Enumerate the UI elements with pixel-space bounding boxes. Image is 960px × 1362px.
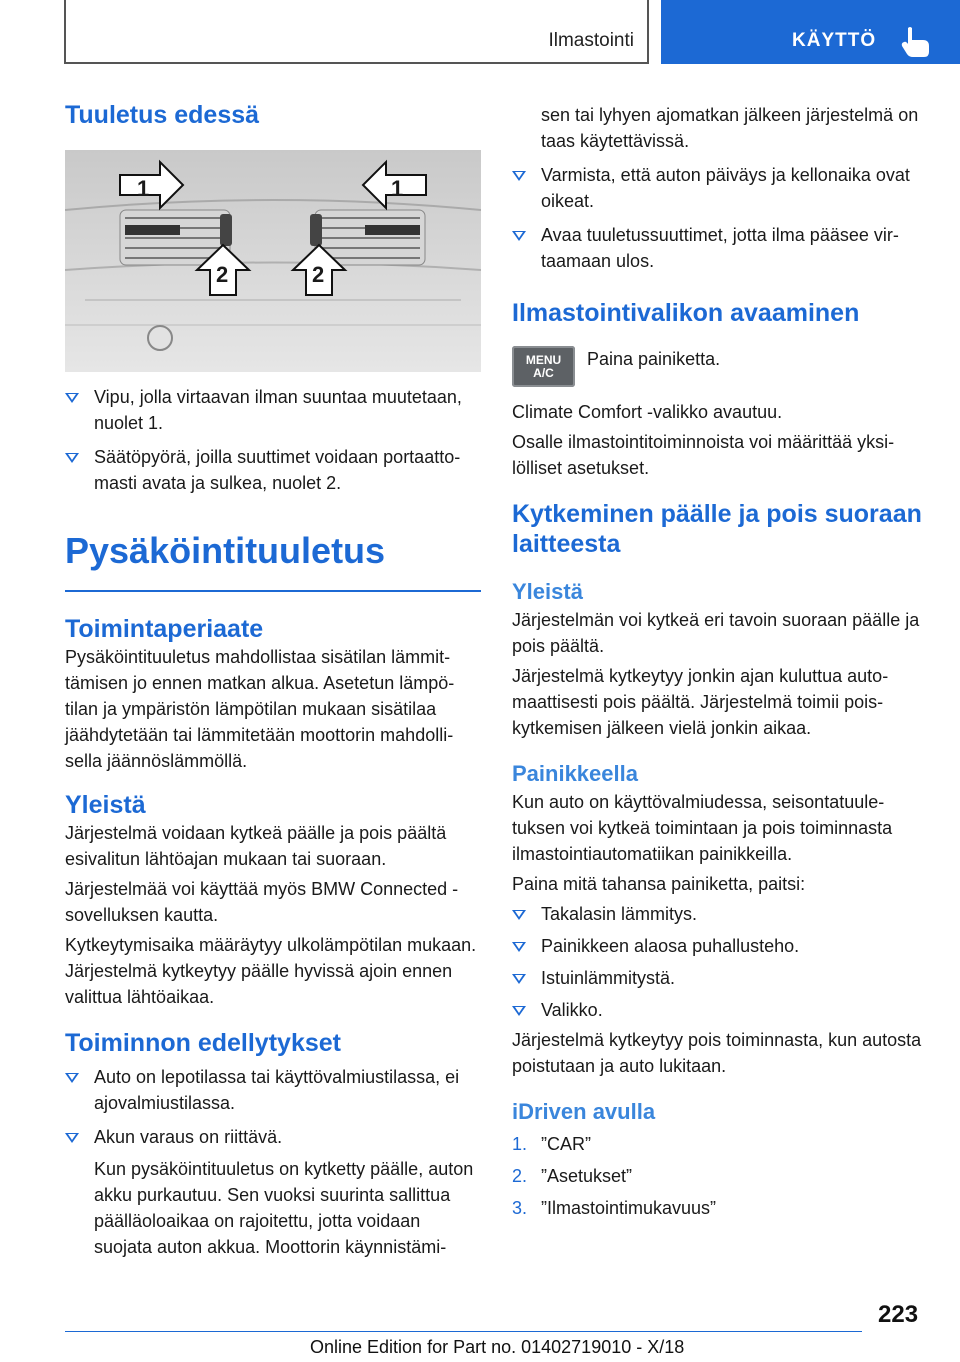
header-tab-label: KÄYTTÖ [792,30,877,51]
list-item: Varmista, että auton päiväys ja kellonaika ovat oikeat. [512,162,927,214]
heading-with-button: Painikkeella [512,761,638,786]
heading-idrive: iDriven avulla [512,1099,656,1124]
triangle-bullet-icon [65,393,79,403]
header-tab[interactable] [661,0,960,64]
list-item: Säätöpyörä, joilla suuttimet voidaan portaattomasti avata ja sulkea, nuolet 2. [65,444,481,496]
page-number: 223 [878,1301,919,1328]
paragraph-general-3: Kytkeytymisaika määräytyy ulkolämpötilan mukaan. Järjestelmä kytkeytyy päälle hyvissä ajoin ennen valittua lähtöaikaa. [65,935,477,1007]
heading-general-right: Yleistä [512,579,583,604]
pointing-hand-icon [899,26,933,58]
list-item: 2. ”Asetukset” [512,1166,633,1186]
heading-switch-direct: Kytkeminen päälle ja pois suoraan laitteesta [512,500,922,558]
right-column [512,100,927,1221]
figure-label-2-right: 2 [312,262,325,287]
menu-instruction [512,346,927,387]
list-item: Avaa tuuletussuuttimet, jotta ilma pääsee virtaamaan ulos. [512,222,927,274]
footer-edition: Online Edition for Part no. 01402719010 - X/18 [310,1337,685,1357]
list-item: Istuinlämmitystä. [512,965,927,991]
triangle-bullet-icon [65,1073,79,1083]
paragraph-continued: sen tai lyhyen ajomatkan jälkeen järjestelmä on taas käytettävissä. [541,105,919,151]
paragraph-button-1: Kun auto on käyttövalmiudessa, seisontatuuletuksen voi kytkeä toimintaan ja pois toiminnasta ilmastointiautomatiikan painikkeilla. [512,792,893,864]
list-item: Akun varaus on riittävä. [65,1124,481,1150]
header-section-title: Ilmastointi [548,30,634,51]
menu-ac-button[interactable]: MENU A/C [512,346,575,387]
triangle-bullet-icon [512,171,526,181]
list-item: 1. ”CAR” [512,1134,591,1154]
heading-front-ventilation: Tuuletus edessä [65,101,260,129]
right-bullet-list-1 [512,162,927,274]
figure-label-2-left: 2 [216,262,229,287]
menu-press-text: Paina painiketta. [587,349,721,369]
heading-open-menu: Ilmastointivalikon avaaminen [512,299,860,327]
list-item: Vipu, jolla virtaavan ilman suuntaa muutetaan, nuolet 1. [65,384,481,436]
paragraph-button-3: Järjestelmä kytkeytyy pois toiminnasta, kun autosta poistutaan ja auto lukitaan. [512,1030,922,1076]
vent-figure [65,150,481,372]
triangle-bullet-icon [512,942,526,952]
triangle-bullet-icon [65,1133,79,1143]
triangle-bullet-icon [512,974,526,984]
triangle-bullet-icon [65,453,79,463]
figure-label-1-right: 1 [391,176,404,201]
paragraph-prereq-continued: Kun pysäköintituuletus on kytketty päälle, auton akku purkautuu. Sen vuoksi suurinta sallittua päälläoloaikaa on rajoitettu, jotta voidaan suojata auton akkua. Moottorin käynnistämi- [94,1159,474,1257]
paragraph-menu-2: Osalle ilmastointitoiminnoista voi määrittää yksilölliset asetukset. [512,432,895,478]
footer-rule [65,1331,862,1332]
paragraph-principle: Pysäköintituuletus mahdollistaa sisätilan lämmittämisen jo ennen matkan alkua. Asetetun lämpötilan ja ympäristön lämpötilan mukaan sisätilaa jäähdytetään tai lämmitetään moottorin mahdollisella jäännöslämmöllä. [65,647,455,771]
paragraph-menu-1: Climate Comfort -valikko avautuu. [512,402,783,422]
heading-prerequisites: Toiminnon edellytykset [65,1029,341,1057]
prereq-bullet-list [65,1064,481,1260]
heading-parking-ventilation: Pysäköintituuletus [65,530,386,571]
paragraph-right-general-1: Järjestelmän voi kytkeä eri tavoin suoraan päälle ja pois päältä. [512,610,920,656]
vent-illustration [65,150,481,372]
paragraph-right-general-2: Järjestelmä kytkeytyy jonkin ajan kuluttua automaattisesti pois päältä. Järjestelmä toimii poiskytkemisen jälkeen vielä jonkin aikaa. [512,666,889,738]
triangle-bullet-icon [512,231,526,241]
list-item: Valikko. [512,997,927,1023]
list-item: Painikkeen alaosa puhallusteho. [512,933,927,959]
left-column [65,100,481,1260]
paragraph-general-1: Järjestelmä voidaan kytkeä päälle ja pois päältä esivalitun lähtöajan mukaan tai suoraan. [65,823,447,869]
triangle-bullet-icon [512,1006,526,1016]
paragraph-button-2: Paina mitä tahansa painiketta, paitsi: [512,874,806,894]
list-item: Auto on lepotilassa tai käyttövalmiustilassa, ei ajovalmiustilassa. [65,1064,481,1116]
figure-label-1-left: 1 [137,176,150,201]
steps-list [512,1131,927,1221]
triangle-bullet-icon [512,910,526,920]
front-bullet-list [65,384,481,496]
list-item: Takalasin lämmitys. [512,901,927,927]
right-bullet-list-2 [512,901,927,1023]
paragraph-general-2: Järjestelmää voi käyttää myös BMW Connected -sovelluksen kautta. [65,879,459,925]
heading-general-left: Yleistä [65,791,146,819]
heading-rule [65,590,481,592]
list-item: 3. ”Ilmastointimukavuus” [512,1198,717,1218]
heading-principle: Toimintaperiaate [65,615,264,643]
